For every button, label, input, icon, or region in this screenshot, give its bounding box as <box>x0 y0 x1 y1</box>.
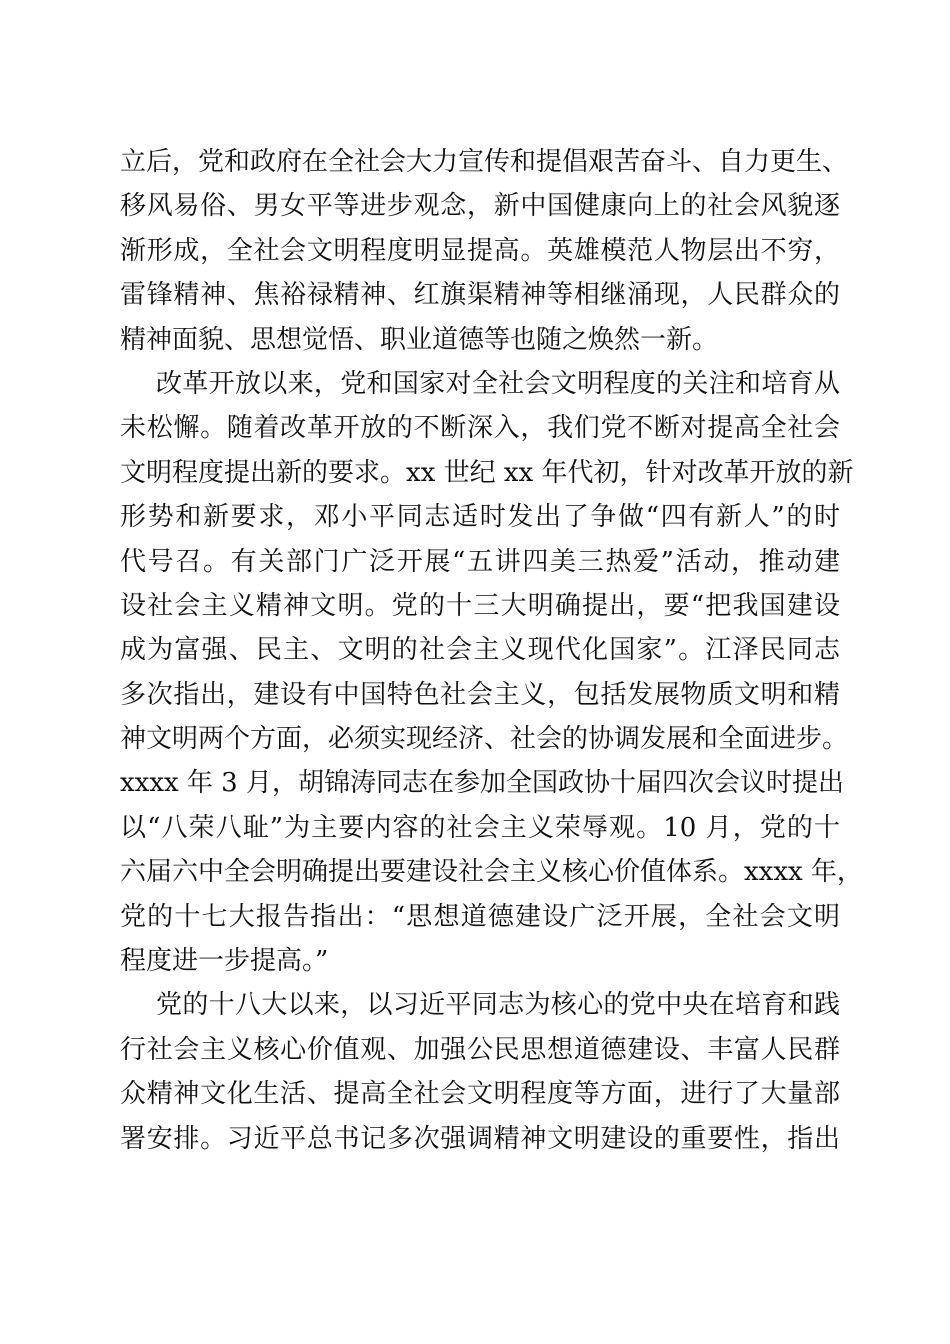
paragraph-2-line-14: 程度进一步提高。” <box>120 946 329 977</box>
paragraph-2-line-2: 未松懈。随着改革开放的不断深入，我们党不断对提高全社会 <box>120 413 840 444</box>
paragraph-2-line-13: 党的十七大报告指出：“思想道德建设广泛开展，全社会文明 <box>120 901 840 932</box>
paragraph-3-line-3: 众精神文化生活、提高全社会文明程度等方面，进行了大量部 <box>120 1079 840 1110</box>
paragraph-2-line-4: 形势和新要求，邓小平同志适时发出了争做“四有新人”的时 <box>120 502 840 533</box>
paragraph-2-line-11: 以“八荣八耻”为主要内容的社会主义荣辱观。10 月，党的十 <box>120 812 840 843</box>
paragraph-1-line-4: 雷锋精神、焦裕禄精神、红旗渠精神等相继涌现，人民群众的 <box>120 280 840 311</box>
paragraph-1-line-2: 移风易俗、男女平等进步观念，新中国健康向上的社会风貌逐 <box>120 191 840 222</box>
paragraph-3-line-1: 党的十八大以来，以习近平同志为核心的党中央在培育和践 <box>156 990 840 1021</box>
paragraph-2-line-12: 六届六中全会明确提出要建设社会主义核心价值体系。xxxx 年， <box>120 857 863 888</box>
paragraph-1-line-3: 渐形成，全社会文明程度明显提高。英雄模范人物层出不穷， <box>120 235 840 266</box>
paragraph-2-line-5: 代号召。有关部门广泛开展“五讲四美三热爱”活动，推动建 <box>120 546 840 577</box>
body-text <box>120 140 863 1161</box>
paragraph-2-line-7: 成为富强、民主、文明的社会主义现代化国家”。江泽民同志 <box>120 635 840 666</box>
paragraph-2-line-8: 多次指出，建设有中国特色社会主义，包括发展物质文明和精 <box>120 679 840 710</box>
paragraph-2-line-6: 设社会主义精神文明。党的十三大明确提出，要“把我国建设 <box>120 590 840 621</box>
paragraph-2-line-9: 神文明两个方面，必须实现经济、社会的协调发展和全面进步。 <box>120 724 849 755</box>
paragraph-1-line-5: 精神面貌、思想觉悟、职业道德等也随之焕然一新。 <box>120 324 719 355</box>
paragraph-2-line-10: xxxx 年 3 月，胡锦涛同志在参加全国政协十届四次会议时提出 <box>120 768 844 799</box>
paragraph-2-line-3: 文明程度提出新的要求。xx 世纪 xx 年代初，针对改革开放的新 <box>120 457 854 488</box>
paragraph-2-line-1: 改革开放以来，党和国家对全社会文明程度的关注和培育从 <box>156 368 840 399</box>
paragraph-3-line-2: 行社会主义核心价值观、加强公民思想道德建设、丰富人民群 <box>120 1034 840 1065</box>
paragraph-3-line-4: 署安排。习近平总书记多次强调精神文明建设的重要性，指出 <box>120 1123 840 1154</box>
paragraph-1-line-1: 立后，党和政府在全社会大力宣传和提倡艰苦奋斗、自力更生、 <box>120 147 849 177</box>
